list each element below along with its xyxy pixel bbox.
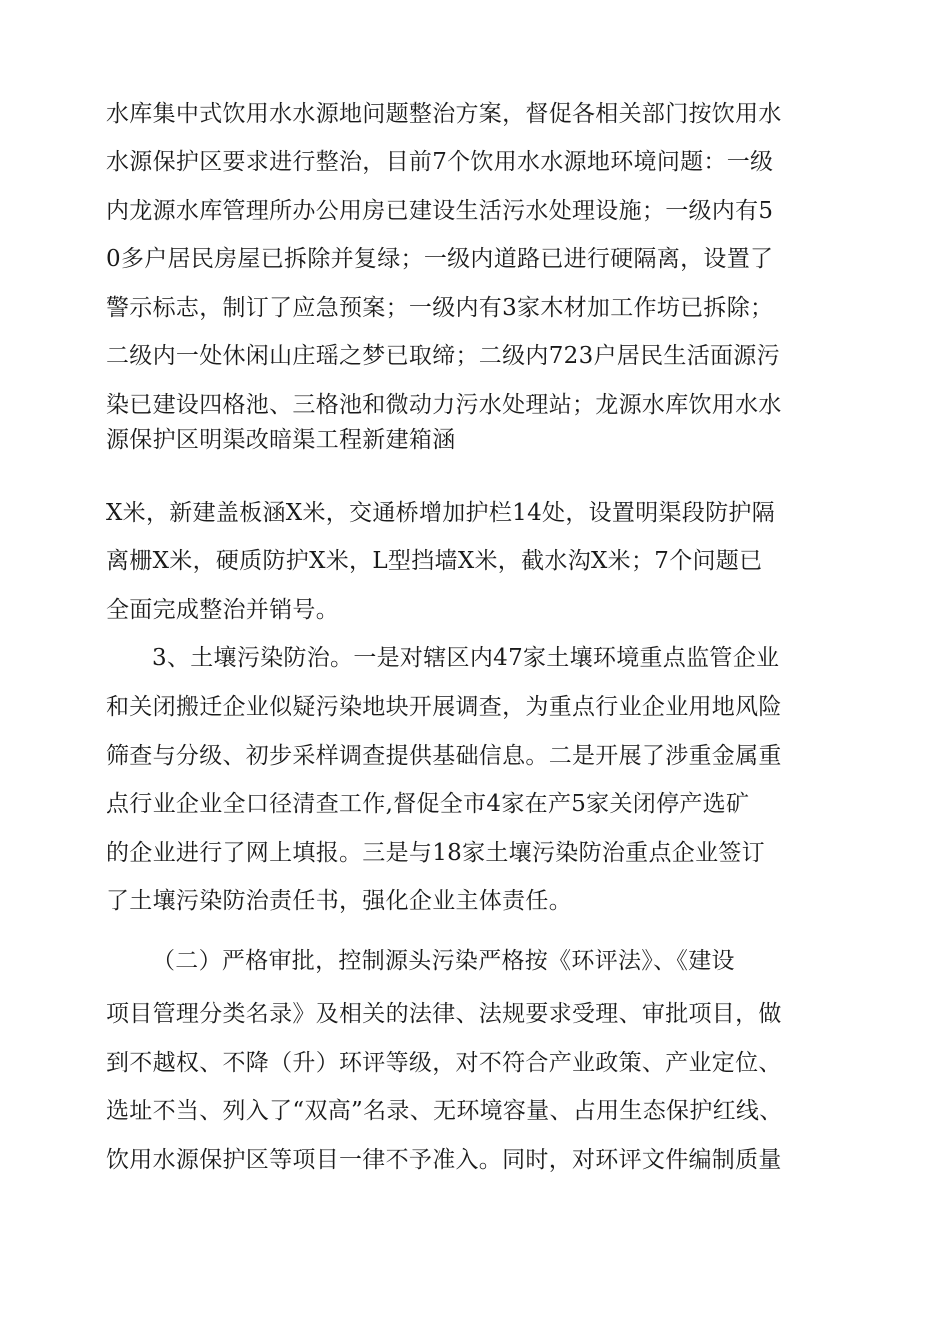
text-line: 水库集中式饮用水水源地问题整治方案，督促各相关部门按饮用水 (106, 101, 782, 127)
text-line: 项目管理分类名录》及相关的法律、法规要求受理、审批项目，做 (106, 1001, 782, 1027)
text-line: 3、土壤污染防治。一是对辖区内47家土壤环境重点监管企业 (152, 645, 780, 671)
text-line: 警示标志，制订了应急预案；一级内有3家木材加工作坊已拆除； (106, 295, 774, 321)
text-line: 源保护区明渠改暗渠工程新建箱涵 (106, 427, 456, 453)
text-line: （二）严格审批，控制源头污染严格按《环评法》、《建设 (152, 948, 735, 974)
text-line: 和关闭搬迁企业似疑污染地块开展调查，为重点行业企业用地风险 (106, 694, 782, 720)
text-line: 饮用水源保护区等项目一律不予准入。同时，对环评文件编制质量 (106, 1147, 782, 1173)
text-line: 到不越权、不降（升）环评等级，对不符合产业政策、产业定位、 (106, 1050, 782, 1076)
text-line: 离栅X米，硬质防护X米，L型挡墙X米，截水沟X米；7个问题已 (106, 548, 763, 574)
text-line: 染已建设四格池、三格池和微动力污水处理站；龙源水库饮用水水 (106, 392, 782, 418)
text-line: X米，新建盖板涵X米，交通桥增加护栏14处，设置明渠段防护隔 (106, 500, 776, 526)
text-line: 全面完成整治并销号。 (106, 597, 339, 623)
text-line: 水源保护区要求进行整治，目前7个饮用水水源地环境问题：一级 (106, 149, 774, 175)
text-line: 筛查与分级、初步采样调查提供基础信息。二是开展了涉重金属重 (106, 743, 782, 769)
text-line: 内龙源水库管理所办公用房已建设生活污水处理设施；一级内有5 (106, 198, 774, 224)
text-line: 点行业企业全口径清查工作,督促全市4家在产5家关闭停产选矿 (106, 791, 750, 817)
text-line: 的企业进行了网上填报。三是与18家土壤污染防治重点企业签订 (106, 840, 765, 866)
text-line: 了土壤污染防治责任书，强化企业主体责任。 (106, 888, 572, 914)
text-line: 二级内一处休闲山庄瑶之梦已取缔；二级内723户居民生活面源污 (106, 343, 780, 369)
text-line: 0多户居民房屋已拆除并复绿；一级内道路已进行硬隔离，设置了 (106, 246, 774, 272)
text-line: 选址不当、列入了“双高”名录、无环境容量、占用生态保护红线、 (106, 1098, 783, 1124)
